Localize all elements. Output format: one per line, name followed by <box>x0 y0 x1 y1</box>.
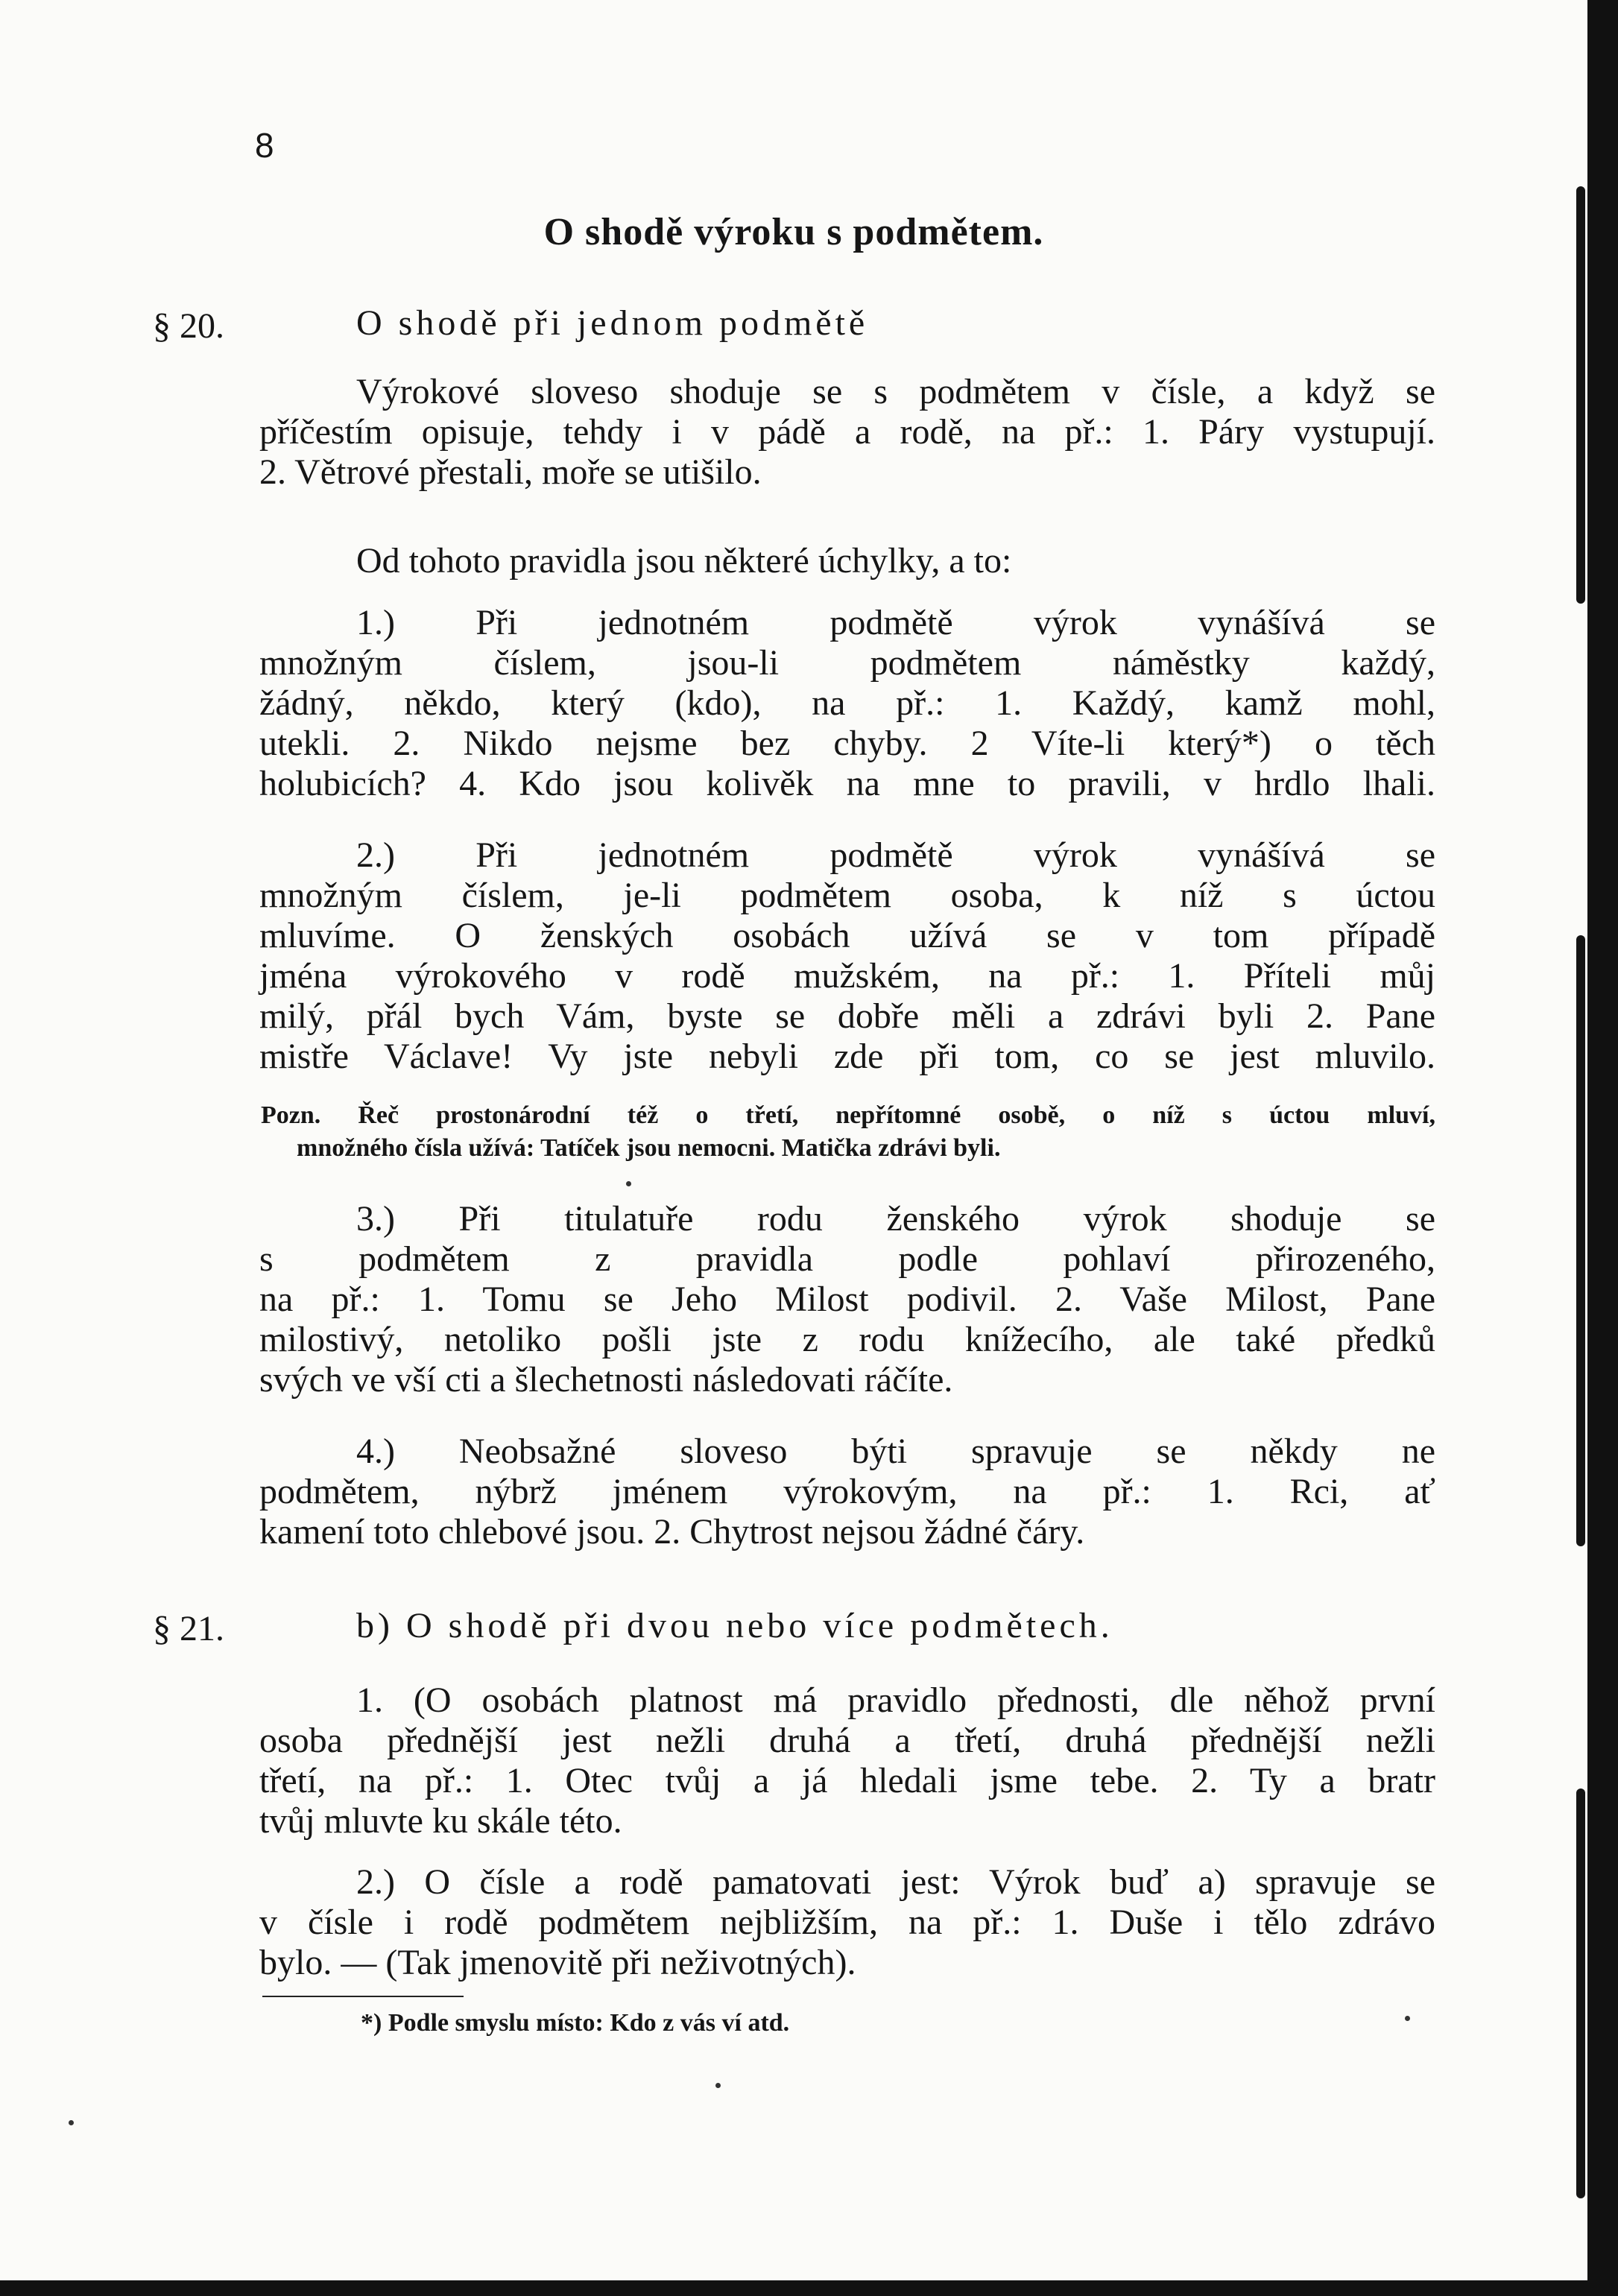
text-line: holubicích? 4. Kdo jsou kolivěk na mne to pravili, v hrdlo lhali. <box>259 764 1435 803</box>
text-line: bylo. — (Tak jmenovitě při neživotných). <box>259 1943 856 1982</box>
text-line: podmětem, nýbrž jménem výrokovým, na př.: 1. Rci, ať <box>259 1472 1435 1511</box>
text-line: 4.) Neobsažné sloveso býti spravuje se někdy ne <box>356 1432 1435 1471</box>
text-line: milostivý, netoliko pošli jste z rodu knížecího, ale také předků <box>259 1320 1435 1359</box>
text-line: 1. (O osobách platnost má pravidlo přednosti, dle něhož první <box>356 1680 1435 1720</box>
section-mark: § 20. <box>153 306 224 346</box>
text-line: na př.: 1. Tomu se Jeho Milost podivil. 2. Vaše Milost, Pane <box>259 1280 1435 1319</box>
text-line: milý, přál bych Vám, byste se dobře měli a zdrávi byli 2. Pane <box>259 996 1435 1036</box>
text-line: žádný, někdo, který (kdo), na př.: 1. Každý, kamž mohl, <box>259 683 1435 723</box>
footnote-rule <box>262 1996 464 1997</box>
speck <box>626 1181 631 1186</box>
text-line: mluvíme. O ženských osobách užívá se v tom případě <box>259 916 1435 955</box>
speck <box>715 2083 721 2088</box>
text-line: mistře Václave! Vy jste nebyli zde při tom, co se jest mluvilo. <box>259 1037 1435 1076</box>
note-line: Pozn. Řeč prostonárodní též o třetí, nepřítomné osobě, o níž s úctou mluví, <box>261 1101 1435 1129</box>
text-line: tvůj mluvte ku skále této. <box>259 1801 622 1841</box>
page-title: O shodě výroku s podmětem. <box>543 211 1044 253</box>
section-heading: b) O shodě při dvou nebo více podmětech. <box>356 1606 1113 1645</box>
text-line: svých ve vší cti a šlechetnosti následovati ráčíte. <box>259 1360 953 1400</box>
text-line: množným číslem, jsou-li podmětem náměstky každý, <box>259 643 1435 683</box>
speck <box>69 2120 74 2125</box>
speck <box>1405 2016 1410 2021</box>
page-number: 8 <box>255 126 274 165</box>
section-mark: § 21. <box>153 1609 224 1648</box>
text-line: utekli. 2. Nikdo nejsme bez chyby. 2 Víte-li který*) o těch <box>259 724 1435 763</box>
text-line: Od tohoto pravidla jsou některé úchylky, a to: <box>356 541 1012 581</box>
text-line: v čísle i rodě podmětem nejbližším, na př.: 1. Duše i tělo zdrávo <box>259 1903 1435 1942</box>
text-line: třetí, na př.: 1. Otec tvůj a já hledali jsme tebe. 2. Ty a bratr <box>259 1761 1435 1800</box>
section-heading: O shodě při jednom podmětě <box>356 303 869 343</box>
text-line: jména výrokového v rodě mužském, na př.: 1. Příteli můj <box>259 956 1435 996</box>
text-line: příčestím opisuje, tehdy i v pádě a rodě, na př.: 1. Páry vystupují. <box>259 412 1435 452</box>
text-line: 3.) Při titulatuře rodu ženského výrok shoduje se <box>356 1199 1435 1239</box>
edge-mark <box>1576 935 1585 1546</box>
text-line: 2.) Při jednotném podmětě výrok vynášívá se <box>356 835 1435 875</box>
text-line: 2.) O čísle a rodě pamatovati jest: Výrok buď a) spravuje se <box>356 1862 1435 1902</box>
text-line: Výrokové sloveso shoduje se s podmětem v čísle, a když se <box>356 372 1435 411</box>
text-line: 2. Větrové přestali, moře se utišilo. <box>259 452 762 492</box>
text-line: osoba přednější jest nežli druhá a třetí, druhá přednější nežli <box>259 1721 1435 1760</box>
footnote: *) Podle smyslu místo: Kdo z vás ví atd. <box>361 2009 790 2037</box>
text-line: s podmětem z pravidla podle pohlaví přirozeného, <box>259 1239 1435 1279</box>
text-line: kamení toto chlebové jsou. 2. Chytrost nejsou žádné čáry. <box>259 1512 1085 1552</box>
edge-mark <box>1576 1789 1585 2198</box>
text-line: množným číslem, je-li podmětem osoba, k níž s úctou <box>259 876 1435 915</box>
text-line: 1.) Při jednotném podmětě výrok vynášívá se <box>356 603 1435 642</box>
note-line: množného čísla užívá: Tatíček jsou nemocni. Matička zdrávi byli. <box>297 1134 1001 1162</box>
